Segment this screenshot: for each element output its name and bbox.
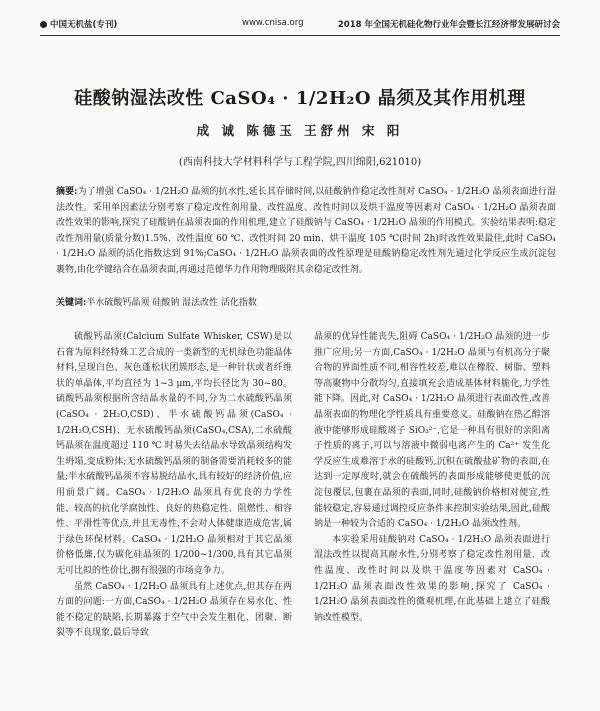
author-list: 成 诚 陈德玉 王舒州 宋 阳 xyxy=(196,123,404,138)
paper-title: 硅酸钠湿法改性 CaSO₄ · 1/2H₂O 晶须及其作用机理 xyxy=(74,88,526,109)
affiliation: (西南科技大学材料科学与工程学院,四川绵阳,621010) xyxy=(178,157,422,168)
keywords xyxy=(56,296,556,311)
header-rule xyxy=(40,35,560,36)
abstract-label: 摘要: xyxy=(56,187,78,197)
body-column-right xyxy=(314,330,550,626)
running-header xyxy=(40,18,560,34)
body-paragraph: 晶须的优异性能丧失,阻碍 CaSO₄ · 1/2H₂O 晶须的进一步推广应用;另一方面,CaSO₄ · 1/2H₂O 晶须与有机高分子聚合物的界面性质不同,相容性较差,难以在橡胶、树脂、塑料等高聚物中分散均匀,直接填充会造成基体材料脆化,力学性能下降。因此,对 CaSO₄ · 1/2H₂O 晶须进行表面改性,改善晶须表面的物理化学性质具有重要意义。硅酸钠在热乙醇溶液中能够形成硅酸离子 SiO₃²⁻,它是一种具有很好的亲阳离子性质的离子,可以与溶液中微弱电离产生的 Ca²⁺ 发生化学反应生成难溶于水的硅酸钙,沉积在硫酸盐矿物的表面,在达到一定厚度时,就会在硫酸钙的表面形成能够使更低的沉淀包覆层,包裹在晶须的表面,同时,硅酸钠价格相对便宜,性能较稳定,容易通过调控反应条件来控制实验结果,因此,硅酸钠是一种较为合适的 CaSO₄ · 1/2H₂O 晶须改性剂。 xyxy=(314,332,550,530)
keywords-label: 关键词: xyxy=(56,298,87,308)
keywords-text: 半水硫酸钙晶须 硅酸钠 湿法改性 活化指数 xyxy=(86,298,257,308)
journal-name xyxy=(40,18,117,30)
body-column-left xyxy=(56,330,292,642)
body-paragraph: 硫酸钙晶须(Calcium Sulfate Whisker, CSW)是以石膏为原料经特殊工艺合成的一类新型的无机绿色功能晶体材料,呈现白色、灰色蓬松状团簇形态,是一种针状或者纤维状的单晶体,平均直径为 1~3 μm,平均长径比为 30~80。硫酸钙晶须根据所含结晶水量的不同,分为二水硫酸钙晶须(CaSO₄ · 2H₂O,CSD)、半水硫酸钙晶须(CaSO₄ · 1/2H₂O,CSH)、无水硫酸钙晶须(CaSO₄,CSA),二水硫酸钙晶须在温度超过 110 ℃ 时易失去结晶水导致晶须结构发生坍塌,变成粉体;无水硫酸钙晶须的制备需要消耗较多的能量;半水硫酸钙晶须不容易脱结晶水,具有较好的经济价值,应用前景广阔。CaSO₄ · 1/2H₂O 晶须具有优良的力学性能、较高的抗化学腐蚀性、良好的热稳定性、阻燃性、相容性、平滑性等优点,并且无毒性,不会对人体健康造成危害,属于绿色环保材料。CaSO₄ · 1/2H₂O 晶须相对于其它晶须价格低廉,仅为碳化硅晶须的 1/200~1/300,具有其它晶须无可比拟的性价比,拥有很强的市场竞争力。 xyxy=(56,332,292,576)
body-paragraph: 本实验采用硅酸钠对 CaSO₄ · 1/2H₂O 晶须表面进行湿法改性以提高其耐水性,分别考察了稳定改性剂用量、改性温度、改性时间以及烘干温度等因素对 CaSO₄ · 1/2H₂O 晶须表面改性效果的影响,探究了 CaSO₄ · 1/2H₂O 晶须表面改性的微观机理,在此基础上建立了硅酸钠改性模型。 xyxy=(314,534,550,623)
conference-name: 2018 年全国无机硅化物行业年会暨长江经济带发展研讨会 xyxy=(337,20,560,30)
abstract xyxy=(56,185,556,278)
journal-name-text: 中国无机盐(专刊) xyxy=(50,20,118,30)
abstract-text: 为了增强 CaSO₄ · 1/2H₂O 晶须的抗水性,延长其存储时间,以硅酸钠作稳定改性剂对 CaSO₄ · 1/2H₂O 晶须表面进行湿法改性。采用单因素法分别考察了稳定改性剂用量、改性温度、改性时间以及烘干温度等因素对 CaSO₄ · 1/2H₂O 晶须表面改性效果的影响,探究了硅酸钠在晶须表面的作用机理,建立了硅酸钠与 CaSO₄ · 1/2H₂O 晶须的作用模式。实验结果表明:稳定改性剂用量(质量分数)1.5%、改性温度 60 ℃、改性时间 20 min、烘干温度 105 ℃(时间 2h)时改性效果最佳,此时 CaSO₄ · 1/2H₂O 晶须的活化指数达到 91%;CaSO₄ · 1/2H₂O 晶须表面的改性原理是硅酸钠稳定改性剂先通过化学反应生成沉淀包裹物,由化学键结合在晶须表面,再通过范德华力作用物理吸附其余稳定改性剂。 xyxy=(56,187,557,275)
journal-url: www.cnisa.org xyxy=(242,18,304,28)
bullet-icon xyxy=(40,21,47,28)
body-paragraph: 虽然 CaSO₄ · 1/2H₂O 晶须具有上述优点,但其存在两方面的问题:一方面,CaSO₄ · 1/2H₂O 晶须存在易水化、性能不稳定的缺陷,长期暴露于空气中会发生粗化、团聚、断裂等不良现象,最后导致 xyxy=(56,581,292,639)
